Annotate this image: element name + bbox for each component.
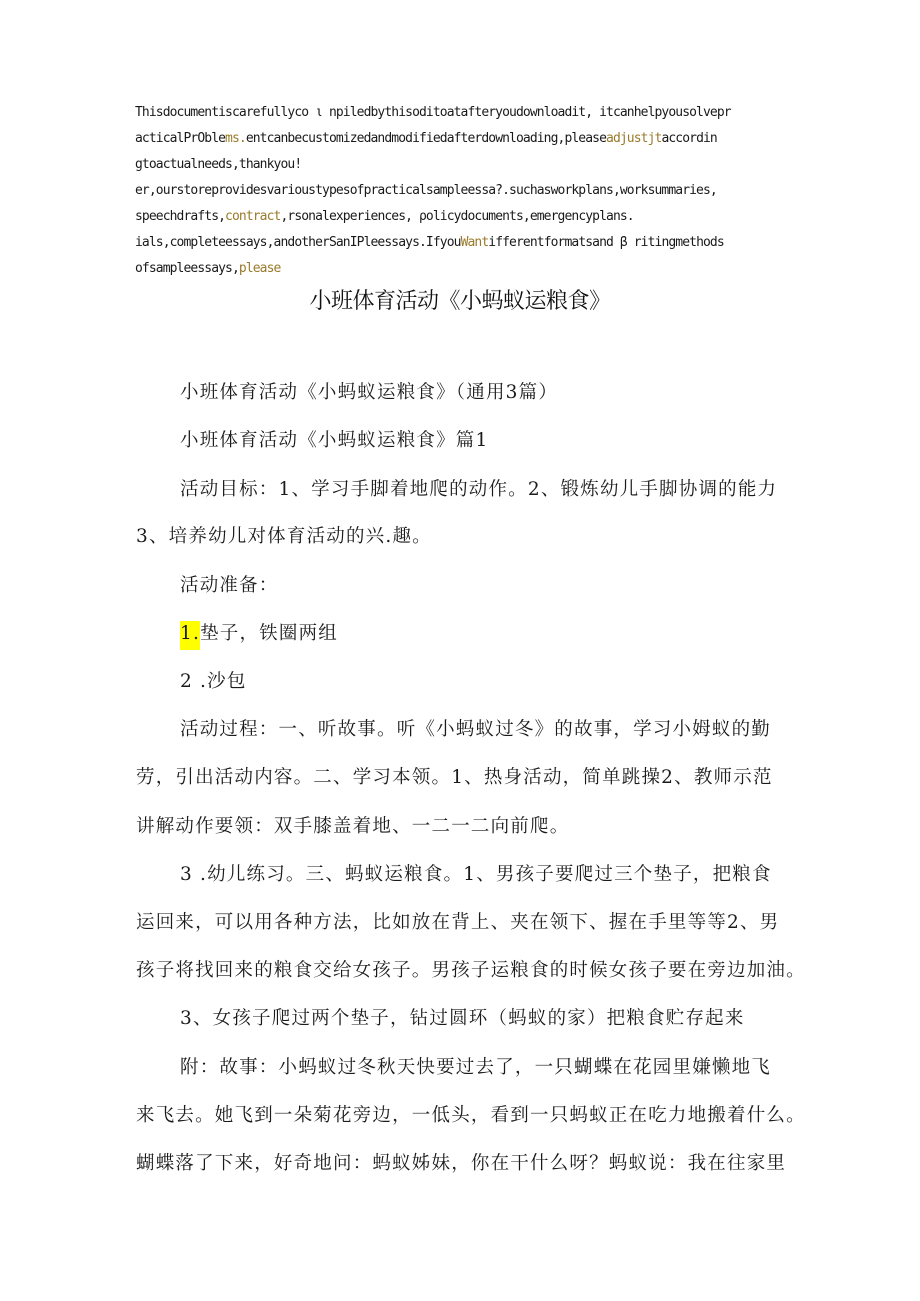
header-note bbox=[135, 100, 790, 282]
paragraph-text: 劳，引出活动内容。二、学习本领。1、热身活动，简单跳操2、教师示范 bbox=[136, 767, 773, 788]
header-note-highlight: adjust bbox=[606, 131, 648, 146]
header-note-line bbox=[135, 126, 790, 152]
header-note-line: gtoactualneeds,thankyou! bbox=[135, 157, 302, 172]
header-note-highlight: Want bbox=[460, 235, 489, 250]
paragraph-section-heading: 小班体育活动《小蚂蚁运粮食》篇1 bbox=[180, 430, 489, 451]
header-note-text: ials,completeessays,andotherSanIPleessays.Ifyou bbox=[135, 235, 461, 250]
header-note-text: ifferentformatsand β ritingmethods bbox=[488, 235, 724, 250]
paragraph-text: 附：故事：小蚂蚁过冬秋天快要过去了，一只蝴蝶在花园里嫌懒地飞 bbox=[180, 1057, 772, 1078]
header-note-highlight: jt bbox=[647, 131, 662, 146]
paragraph-text: 活动目标：1、学习手脚着地爬的动作。2、锻炼幼儿手脚协调的能力 bbox=[180, 479, 778, 500]
header-note-text: acticalPrOble bbox=[135, 131, 226, 146]
paragraph-list-item bbox=[180, 619, 800, 645]
header-note-text: ofsampleessays, bbox=[135, 261, 239, 276]
paragraph-text: 讲解动作要领：双手膝盖着地、一二一二向前爬。 bbox=[136, 816, 570, 837]
header-note-text: speechdrafts, bbox=[135, 209, 226, 224]
paragraph-subtitle: 小班体育活动《小蚂蚁运粮食》（通用3篇） bbox=[180, 382, 559, 403]
paragraph-list-item: 2 .沙包 bbox=[180, 671, 247, 692]
paragraph-text: 活动准备： bbox=[180, 575, 279, 596]
header-note-line bbox=[135, 230, 790, 256]
header-note-line bbox=[135, 204, 790, 230]
paragraph-text: 来飞去。她飞到一朵菊花旁边，一低头，看到一只蚂蚁正在吃力地搬着什么。 bbox=[136, 1105, 806, 1126]
header-note-highlight: contract bbox=[225, 209, 281, 224]
paragraph-text: 3、培养幼儿对体育活动的兴.趣。 bbox=[136, 526, 432, 547]
paragraph-text: 运回来，可以用各种方法，比如放在背上、夹在领下、握在手里等等2、男 bbox=[136, 912, 780, 933]
list-item-text: 垫子，铁圈两组 bbox=[200, 623, 338, 644]
document-title: 小班体育活动《小蚂蚁运粮食》 bbox=[309, 289, 611, 314]
header-note-highlight: please bbox=[238, 261, 281, 276]
paragraph-text: 蝴蝶落了下来，好奇地问：蚂蚁姊妹，你在干什么呀？蚂蚁说：我在往家里 bbox=[136, 1153, 787, 1174]
paragraph-text: 活动过程：一、听故事。听《小蚂蚁过冬》的故事，学习小姆蚁的勤 bbox=[180, 719, 772, 740]
header-note-text: entcanbecustomizedandmodifiedafterdownloading,please bbox=[245, 131, 607, 146]
paragraph-text: 3、女孩子爬过两个垫子，钻过圆环（蚂蚁的家）把粮食贮存起来 bbox=[180, 1008, 745, 1029]
header-note-line bbox=[135, 256, 790, 282]
highlighted-number: 1. bbox=[180, 621, 200, 650]
header-note-text: accordin bbox=[661, 131, 717, 146]
paragraph-text: 孩子将找回来的粮食交给女孩子。男孩子运粮食的时候女孩子要在旁边加油。 bbox=[136, 960, 806, 981]
header-note-highlight: ms. bbox=[225, 131, 246, 146]
header-note-line: Thisdocumentiscarefullyco ι npiledbythisoditoatafteryoudownloadit, itcanhelpyousolvepr bbox=[135, 105, 731, 120]
header-note-text: ,rsonalexperiences, ρolicydocuments,emergencyplans. bbox=[280, 209, 634, 224]
paragraph-text: 3 .幼儿练习。三、蚂蚁运粮食。1、男孩子要爬过三个垫子，把粮食 bbox=[180, 864, 772, 885]
header-note-line: er,ourstoreprovidesvarioustypesofpracticalsampleessa?.suchasworkplans,worksummaries, bbox=[135, 183, 717, 198]
